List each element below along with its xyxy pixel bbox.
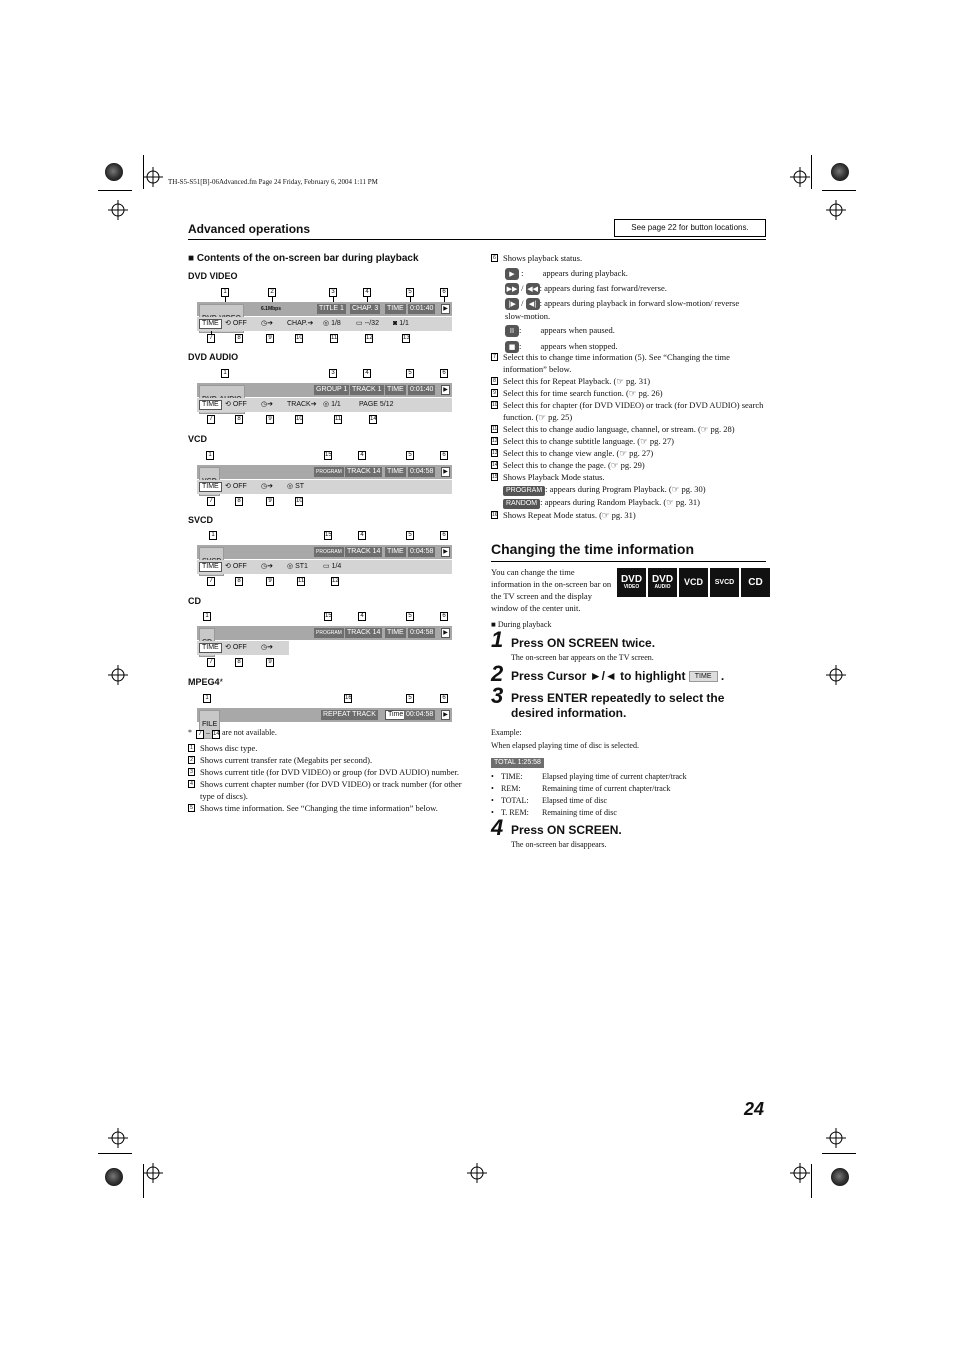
list-item: • T. REM: Remaining time of disc <box>491 808 617 817</box>
time-search-button[interactable] <box>259 643 275 653</box>
bar-label: DVD VIDEO <box>188 271 238 281</box>
time-button[interactable]: TIME <box>199 482 222 492</box>
registration-mark-icon <box>826 200 846 220</box>
registration-mark-icon <box>826 665 846 685</box>
bar-label: DVD AUDIO <box>188 352 239 362</box>
play-status-icon: ▶ <box>441 304 450 314</box>
list-item: • TIME: Elapsed playing time of current chapter/track <box>491 772 687 781</box>
callout-number: 10 <box>296 416 303 422</box>
callout-number: 13 <box>403 335 410 341</box>
osd-status-row <box>197 302 452 316</box>
list-item: 7 Select this to change time information (5). See “Changing the time information” below. <box>491 351 766 375</box>
audio-button[interactable]: ◎ ST1 <box>287 563 308 570</box>
callout-number: 6 <box>440 288 448 297</box>
time-chip: TIME <box>689 671 718 682</box>
callout-number: 14 <box>370 416 377 422</box>
bar-label: SVCD <box>188 515 214 525</box>
registration-mark-icon <box>467 1163 487 1183</box>
callout-number: 10 <box>296 335 303 341</box>
callout-number: 4 <box>358 531 366 540</box>
repeat-button[interactable]: ⟲ OFF <box>225 563 247 570</box>
playback-mode: PROGRAM <box>316 549 342 555</box>
repeat-mode: REPEAT TRACK <box>323 711 376 718</box>
right-description-list <box>491 351 766 521</box>
status-stop: ■ : appears when stopped. <box>505 340 618 353</box>
color-bar-icon <box>831 1168 849 1186</box>
track-number: TRACK 14 <box>347 468 381 475</box>
pause-icon: II <box>505 325 519 337</box>
example-text: When elapsed playing time of disc is selected. <box>491 741 639 750</box>
callout-number: 11 <box>298 578 305 584</box>
section-rule <box>188 239 766 240</box>
bullet-square-icon: ■ <box>491 620 498 629</box>
time-label: Time <box>385 710 406 720</box>
clock-icon: ◷➔ <box>261 320 273 327</box>
file-header: TH-S5-S51[B]-06Advanced.fm Page 24 Friday, February 6, 2004 1:11 PM <box>168 178 378 186</box>
crop-line <box>811 155 812 189</box>
callout-number: 7 <box>207 415 215 424</box>
callout-number: 7 <box>207 334 215 343</box>
disc-type: FILE <box>199 710 220 739</box>
clock-icon: ◷➔ <box>261 401 273 408</box>
crop-line <box>822 1153 856 1154</box>
see-page-note: See page 22 for button locations. <box>614 219 766 237</box>
osd-status-row <box>197 708 452 728</box>
bar-label: VCD <box>188 434 208 444</box>
mode-item: RANDOM : appears during Random Playback. (☞ pg. 31) <box>491 496 766 509</box>
list-item: 14 Select this to change the page. (☞ pg. 29) <box>492 460 645 470</box>
arrow-right-icon: ➔ <box>307 320 314 327</box>
callout-number: 8 <box>235 334 243 343</box>
callout-number: 3 <box>329 288 337 297</box>
arrow-right-icon: ➔ <box>310 401 317 408</box>
program-badge: PROGRAM <box>503 486 545 496</box>
playback-mode: PROGRAM <box>316 469 342 475</box>
track-number: TRACK 1 <box>352 386 382 393</box>
bar-label: CD <box>188 596 201 606</box>
title-number: TITLE 1 <box>319 305 344 312</box>
callout-number: 5 <box>406 694 414 703</box>
list-item: 4 Shows current chapter number (for DVD VIDEO) or track number (for other type of discs). <box>188 778 463 802</box>
fast-reverse-icon: ◀◀ <box>527 285 539 294</box>
subtitle-icon: ▭ <box>323 563 332 570</box>
step-number: 2 <box>491 661 504 686</box>
crop-line <box>811 1164 812 1198</box>
repeat-icon: ⟲ <box>225 320 233 327</box>
registration-mark-icon <box>790 1163 810 1183</box>
list-item: 12 Select this to change subtitle language. (☞ pg. 27) <box>492 436 674 446</box>
time-value: 0:01:40 <box>410 305 434 312</box>
callout-number: 1 <box>221 369 229 378</box>
vcd-icon: VCD <box>679 568 708 597</box>
time-value: 0:04:58 <box>410 468 434 475</box>
example-chip: TOTAL 1:25:58 <box>491 758 544 768</box>
callout-number: 15 <box>325 452 332 458</box>
status-pause: II : appears when paused. <box>505 324 615 337</box>
callout-number: 7 <box>196 730 204 739</box>
during-playback: ■ During playback <box>491 620 552 629</box>
svcd-icon: SVCD <box>710 568 739 597</box>
step-text: Press ON SCREEN. <box>511 823 622 837</box>
time-button[interactable]: TIME <box>199 400 222 410</box>
subtitle-button[interactable]: ▭ --/32 <box>356 320 379 327</box>
callout-number: 5 <box>406 451 414 460</box>
osd-heading: ■ Contents of the on-screen bar during playback <box>188 253 419 264</box>
repeat-button[interactable]: ⟲ OFF <box>225 483 247 490</box>
time-button[interactable]: TIME <box>199 562 222 572</box>
callout-number: 1 <box>203 612 211 621</box>
callout-number: 4 <box>363 369 371 378</box>
registration-mark-icon <box>143 1163 163 1183</box>
time-section-title: Changing the time information <box>491 541 694 557</box>
time-value: 0:04:58 <box>410 548 434 555</box>
cd-icon: CD <box>741 568 770 597</box>
list-item: • REM: Remaining time of current chapter/track <box>491 784 671 793</box>
time-section-rule <box>491 561 766 562</box>
track-search-button[interactable]: TRACK➔ <box>287 401 317 408</box>
repeat-button[interactable]: ⟲ OFF <box>225 320 247 327</box>
registration-mark-icon <box>143 167 163 187</box>
step-number: 3 <box>491 683 504 708</box>
step-text: Press Cursor ►/◄ to highlight TIME . <box>511 669 725 683</box>
callout-number: 8 <box>235 497 243 506</box>
list-item: 9 Select this for time search function. (☞ pg. 26) <box>491 387 766 399</box>
osd-bar-dvd-video <box>197 288 452 344</box>
repeat-icon: ⟲ <box>225 563 233 570</box>
callout-number: 15 <box>325 532 332 538</box>
callout-number: 5 <box>406 369 414 378</box>
list-item: 11 Select this to change audio language, channel, or stream. (☞ pg. 28) <box>492 424 735 434</box>
time-value: 00:04:58 <box>406 711 434 718</box>
step-sub: The on-screen bar disappears. <box>511 840 607 849</box>
crop-line <box>98 190 132 191</box>
play-status-icon: ▶ <box>441 547 450 557</box>
step-text: Press ENTER repeatedly to select the desired information. <box>511 691 725 720</box>
list-item: 1 Shows disc type. <box>188 742 463 754</box>
step-sub: The on-screen bar appears on the TV screen. <box>511 653 654 662</box>
audio-icon: ◎ <box>323 320 332 327</box>
callout-number: 7 <box>207 497 215 506</box>
time-search-button[interactable] <box>259 400 275 410</box>
list-item: 2 Shows current transfer rate (Megabits per second). <box>188 754 463 766</box>
subtitle-icon: ▭ <box>356 320 365 327</box>
time-button[interactable]: TIME <box>199 319 222 329</box>
list-item: • TOTAL: Elapsed time of disc <box>491 796 608 805</box>
crop-line <box>822 190 856 191</box>
time-label: TIME <box>387 386 404 393</box>
callout-number: 11 <box>331 335 338 341</box>
registration-mark-icon <box>108 200 128 220</box>
callout-number: 6 <box>440 531 448 540</box>
callout-number: 7 <box>207 577 215 586</box>
callout-number: 6 <box>440 451 448 460</box>
time-label: TIME <box>387 305 404 312</box>
time-section-intro: You can change the time information in the on-screen bar on the TV screen and the display window of the center unit. <box>491 567 612 613</box>
time-label: TIME <box>387 548 404 555</box>
registration-mark-icon <box>108 1128 128 1148</box>
osd-status-row <box>197 465 452 479</box>
play-status-icon: ▶ <box>441 467 450 477</box>
transfer-rate: 6.1Mbps <box>261 306 282 312</box>
registration-mark-icon <box>790 167 810 187</box>
osd-bar-mpeg4 <box>197 694 452 728</box>
callout-number: 8 <box>235 577 243 586</box>
example-label: Example: <box>491 728 522 737</box>
fast-forward-icon: ▶▶ <box>506 285 518 294</box>
color-bar-icon <box>105 163 123 181</box>
callout-number: 12 <box>332 578 339 584</box>
audio-icon: ◎ <box>287 483 296 490</box>
time-bullets <box>491 771 687 819</box>
step-number: 4 <box>491 815 504 840</box>
callout-number: 11 <box>335 416 342 422</box>
not-available-note: * 7 – 14 are not available. <box>188 728 277 737</box>
audio-button[interactable]: ◎ 1/8 <box>323 320 341 327</box>
play-status-icon: ▶ <box>441 628 450 638</box>
play-icon: ▶ <box>505 268 519 280</box>
repeat-button[interactable]: ⟲ OFF <box>225 644 247 651</box>
list-item: 10 Select this for chapter (for DVD VIDEO) or track (for DVD AUDIO) search function. (☞ pg. 25) <box>492 400 764 422</box>
osd-control-row <box>197 560 452 574</box>
page-button[interactable]: PAGE 5/12 <box>359 401 394 408</box>
angle-icon: ◙ <box>393 320 400 327</box>
play-status-icon: ▶ <box>441 710 450 720</box>
list-item: 6 Shows playback status. <box>491 252 766 264</box>
osd-status-row <box>197 545 452 559</box>
status-playback: ▶ : appears during playback. <box>505 267 628 280</box>
callout-number: 10 <box>296 498 303 504</box>
callout-number: 9 <box>266 577 274 586</box>
bar-label: MPEG4* <box>188 677 224 687</box>
callout-number: 5 <box>406 288 414 297</box>
registration-mark-icon <box>108 665 128 685</box>
dvd-audio-icon: DVD AUDIO <box>648 568 677 597</box>
callout-number: 16 <box>345 695 352 701</box>
time-label: TIME <box>387 468 404 475</box>
clock-icon: ◷➔ <box>261 644 273 651</box>
page-number: 24 <box>744 1099 765 1119</box>
callout-number: 9 <box>266 415 274 424</box>
callout-number: 9 <box>266 334 274 343</box>
callout-number: 4 <box>363 288 371 297</box>
time-button[interactable]: TIME <box>199 643 222 653</box>
chapter-search-button[interactable]: CHAP.➔ <box>287 320 314 327</box>
track-number: TRACK 14 <box>347 629 381 636</box>
subtitle-button[interactable]: ▭ 1/4 <box>323 563 342 570</box>
callout-number: 5 <box>406 531 414 540</box>
audio-button[interactable]: ◎ 1/1 <box>323 401 341 408</box>
osd-bar-dvd-audio <box>197 369 452 425</box>
osd-bar-svcd <box>197 531 452 587</box>
osd-control-row <box>197 398 452 412</box>
callout-number: 4 <box>358 612 366 621</box>
callout-number: 12 <box>366 335 373 341</box>
callout-number: 3 <box>329 369 337 378</box>
osd-control-row <box>197 480 452 494</box>
osd-bar-cd <box>197 612 452 668</box>
callout-number: 1 <box>209 531 217 540</box>
time-search-button[interactable] <box>259 562 275 572</box>
mode-item: PROGRAM : appears during Program Playback. (☞ pg. 30) <box>491 483 766 496</box>
crop-line <box>98 1153 132 1154</box>
callout-number: 8 <box>235 415 243 424</box>
list-item: 16 Shows Repeat Mode status. (☞ pg. 31) <box>492 510 636 520</box>
status-fast: ▶▶ / ◀◀ : appears during fast forward/reverse. <box>506 283 667 294</box>
list-item: 5 Shows time information. See “Changing the time information” below. <box>188 802 463 814</box>
step-number: 1 <box>491 627 504 652</box>
osd-control-row <box>197 317 452 331</box>
callout-number: 7 <box>207 658 215 667</box>
track-number: TRACK 14 <box>347 548 381 555</box>
angle-button[interactable]: ◙ 1/1 <box>393 320 409 327</box>
bullet-square-icon: ■ <box>188 253 197 264</box>
callout-number: 1 <box>206 451 214 460</box>
color-bar-icon <box>831 163 849 181</box>
time-value: 0:01:40 <box>410 386 434 393</box>
callout-number: 6 <box>440 612 448 621</box>
time-label: TIME <box>387 629 404 636</box>
callout-number: 6 <box>440 694 448 703</box>
callout-number: 8 <box>235 658 243 667</box>
callout-number: 4 <box>358 451 366 460</box>
registration-mark-icon <box>826 1128 846 1148</box>
stop-icon: ■ <box>505 341 519 353</box>
disc-type-icons <box>617 568 770 597</box>
slow-forward-icon: |▶ <box>505 298 519 310</box>
audio-icon: ◎ <box>323 401 332 408</box>
callout-number: 9 <box>266 497 274 506</box>
callout-number: 1 <box>203 694 211 703</box>
play-status-icon: ▶ <box>441 385 450 395</box>
playback-mode: PROGRAM <box>316 630 342 636</box>
callout-number: 6 <box>440 369 448 378</box>
callout-number: 15 <box>325 613 332 619</box>
chapter-number: CHAP. 3 <box>352 305 379 312</box>
time-search-button[interactable] <box>259 482 275 492</box>
clock-icon: ◷➔ <box>261 563 273 570</box>
list-item: 13 Select this to change view angle. (☞ pg. 27) <box>492 448 654 458</box>
color-bar-icon <box>105 1168 123 1186</box>
callout-number: 1 <box>221 288 229 297</box>
audio-button[interactable]: ◎ ST <box>287 483 305 490</box>
osd-status-row <box>197 383 452 397</box>
osd-bar-vcd <box>197 451 452 507</box>
audio-icon: ◎ <box>287 563 296 570</box>
list-item: 3 Shows current title (for DVD VIDEO) or group (for DVD AUDIO) number. <box>188 766 463 778</box>
section-title: Advanced operations <box>188 222 311 236</box>
osd-status-row <box>197 626 452 640</box>
time-value: 0:04:58 <box>410 629 434 636</box>
repeat-icon: ⟲ <box>225 483 233 490</box>
list-item: 15 Shows Playback Mode status. <box>492 472 605 482</box>
list-item: 8 Select this for Repeat Playback. (☞ pg. 31) <box>491 375 766 387</box>
status-description <box>491 252 766 264</box>
osd-control-row <box>197 641 289 655</box>
callout-number: 2 <box>268 288 276 297</box>
group-number: GROUP 1 <box>316 386 348 393</box>
time-search-button[interactable] <box>259 319 275 329</box>
callout-number: 14 <box>213 731 220 737</box>
callout-number: 9 <box>266 658 274 667</box>
random-badge: RANDOM <box>503 499 540 509</box>
dvd-video-icon: DVD VIDEO <box>617 568 646 597</box>
clock-icon: ◷➔ <box>261 483 273 490</box>
status-slow: |▶ / ◀| : appears during playback in forward slow-motion/ reverse slow-motion. <box>505 298 740 322</box>
callout-number: 5 <box>406 612 414 621</box>
slow-reverse-icon: ◀| <box>526 298 540 310</box>
left-description-list <box>188 742 463 814</box>
step-text: Press ON SCREEN twice. <box>511 636 656 650</box>
repeat-button[interactable]: ⟲ OFF <box>225 401 247 408</box>
repeat-icon: ⟲ <box>225 644 233 651</box>
repeat-icon: ⟲ <box>225 401 233 408</box>
